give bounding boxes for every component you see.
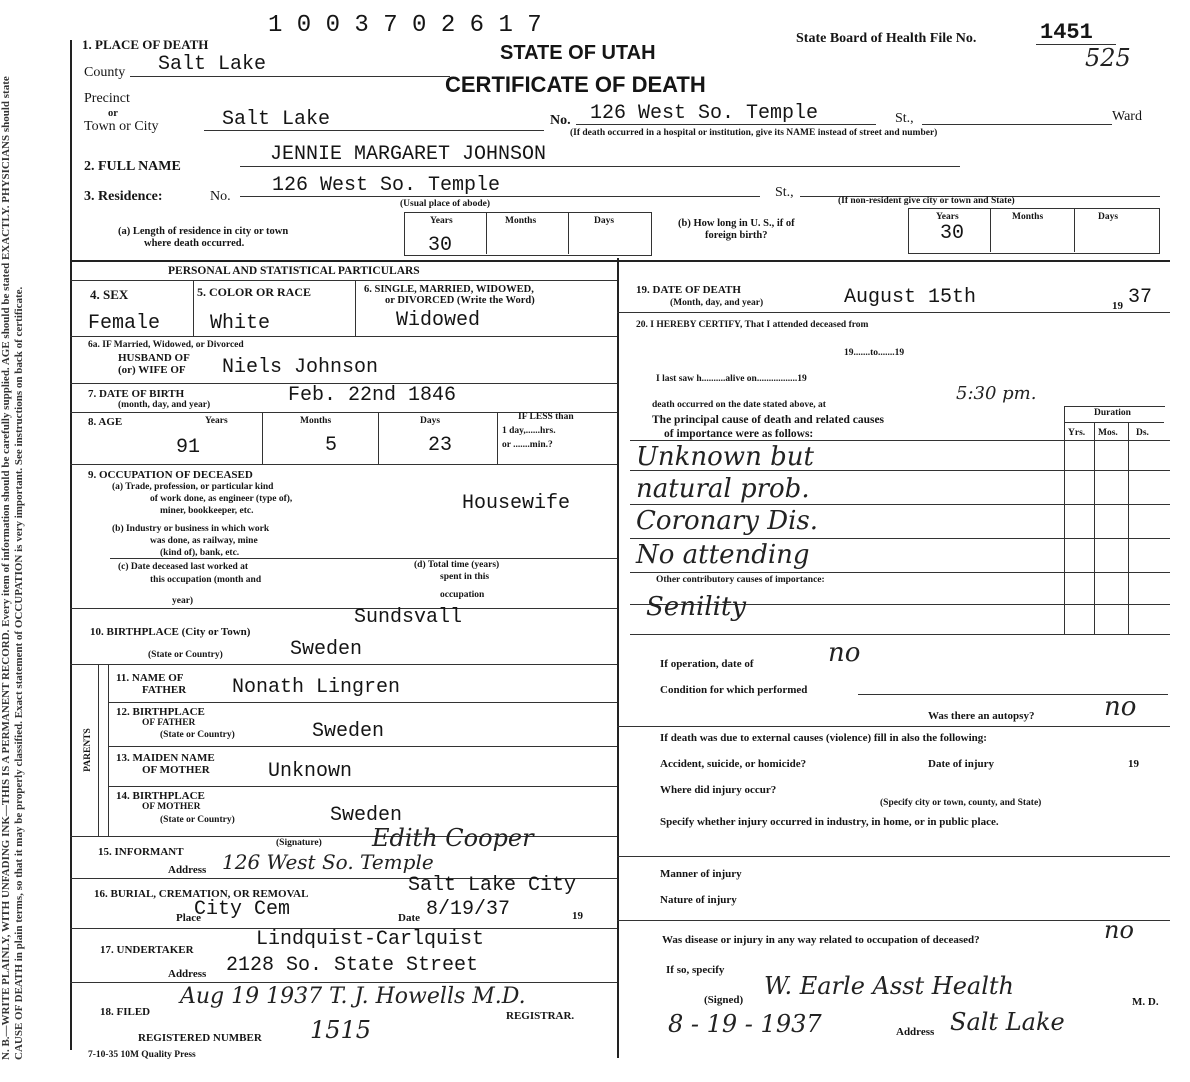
spouse-label-c: (or) WIFE OF [118,364,186,376]
state-title: STATE OF UTAH [500,42,656,64]
occupation-d2: spent in this [440,572,490,582]
town-value: Salt Lake [222,108,331,131]
residence-st-label: St., [775,185,794,200]
md-label: M. D. [1132,996,1159,1008]
age-months-value: 5 [325,434,338,457]
occupation-b3: (kind of), bank, etc. [160,548,240,558]
father-birthplace-value: Sweden [312,720,385,743]
mother-label-b: OF MOTHER [142,764,210,776]
informant-address: 126 West So. Temple [222,850,434,874]
us-months-head: Months [1012,212,1044,222]
sign-address: Salt Lake [950,1008,1065,1036]
external-causes-label: If death was due to external causes (violence) fill in also the following: [660,732,987,744]
nature-label: Nature of injury [660,894,737,906]
occupation-b1: (b) Industry or business in which work [112,524,270,534]
birthplace-country: Sweden [290,638,363,661]
date-of-death-label-b: (Month, day, and year) [670,298,764,308]
mother-birthplace-value: Sweden [330,804,403,827]
operation-label: If operation, date of [660,658,754,670]
manner-label: Manner of injury [660,868,742,880]
registered-number-label: REGISTERED NUMBER [138,1032,262,1044]
age-years-head: Years [205,416,228,426]
county-value: Salt Lake [158,53,267,76]
autopsy-value: no [1104,692,1137,722]
undertaker-label: 17. UNDERTAKER [100,944,194,956]
certify-text: 20. I HEREBY CERTIFY, That I attended deceased from [636,320,869,330]
duration-ds-head: Ds. [1136,428,1149,438]
registered-number: 1515 [310,1016,372,1044]
institution-note: (If death occurred in a hospital or institution, give its NAME instead of street and number) [570,128,938,138]
occupation-b2: was done, as railway, mine [150,536,258,546]
length-residence-label-b: where death occurred. [144,238,245,249]
age-days-value: 23 [428,434,453,457]
place-of-death-label: 1. PLACE OF DEATH [82,37,209,52]
file-number: 1451 [1040,20,1093,45]
filed-handwritten: Aug 19 1937 T. J. Howells M.D. [180,984,526,1009]
occupation-related-label: Was disease or injury in any way related to occupation of deceased? [662,934,980,946]
dob-label-b: (month, day, and year) [118,400,211,410]
or-label: or [108,108,118,119]
burial-place-label: Place [176,912,202,924]
undertaker-address-label: Address [168,968,207,980]
occupation-d3: occupation [440,590,485,600]
precinct-label: Precinct [84,91,130,106]
burial-label: 16. BURIAL, CREMATION, OR REMOVAL [94,888,309,900]
less-than-label-c: or .......min.? [502,440,553,450]
spouse-label-a: 6a. IF Married, Widowed, or Divorced [88,340,244,350]
duration-yrs-head: Yrs. [1068,428,1086,438]
informant-label: 15. INFORMANT [98,846,184,858]
residence-value: 126 West So. Temple [272,174,501,197]
death-occurred-label: death occurred on the date stated above, at [652,400,826,410]
us-residence-label-a: (b) How long in U. S., if of [678,218,795,229]
burial-date-label: Date [398,912,420,924]
dob-label-a: 7. DATE OF BIRTH [88,388,185,400]
occupation-related-value: no [1104,916,1134,944]
marital-label-a: 6. SINGLE, MARRIED, WIDOWED, [364,284,534,295]
attended-from-line: 19.......to.......19 [844,348,905,358]
color-value: White [210,312,271,335]
specify-city-note: (Specify city or town, county, and State) [880,798,1042,808]
father-label-a: 11. NAME OF [116,672,184,684]
usual-abode-note: (Usual place of abode) [400,199,490,209]
nonresident-note: (If non-resident give city or town and State) [838,196,1015,206]
ward-label: Ward [1112,109,1142,124]
occupation-a3: miner, bookkeeper, etc. [160,506,254,516]
father-label-b: FATHER [142,684,187,696]
certificate-title: CERTIFICATE OF DEATH [445,72,706,97]
duration-head: Duration [1094,408,1131,418]
color-label: 5. COLOR OR RACE [197,285,312,299]
condition-label: Condition for which performed [660,684,808,696]
us-days-head: Days [1098,212,1119,222]
residence-years-value: 30 [428,234,453,257]
signed-label: (Signed) [704,994,744,1006]
full-name-label: 2. FULL NAME [84,159,181,174]
cause-line-5: Senility [646,592,747,622]
burial-place-value: City Cem [194,898,291,921]
informant-signature: Edith Cooper [372,824,534,852]
specify-industry-note: Specify whether injury occurred in industry, in home, or in public place. [660,816,999,828]
residence-no-label: No. [210,189,231,204]
undertaker-value: Lindquist-Carlquist [256,928,485,951]
residence-months-head: Months [505,216,537,226]
cause-line-2: natural prob. [636,474,810,504]
cause-line-1: Unknown but [636,442,814,472]
age-months-head: Months [300,416,332,426]
age-label: 8. AGE [88,416,123,428]
autopsy-label: Was there an autopsy? [928,710,1035,722]
filed-label: 18. FILED [100,1006,151,1018]
marital-value: Widowed [396,309,481,332]
margin-instructions: N. B.—WRITE PLAINLY, WITH UNFADING INK—THIS IS A PERMANENT RECORD. Every item of information should be carefully supplied. AGE should be stated EXACTLY. PHYSICIANS should state CAUSE OF DEATH in plain terms, so that it may be properly classified. Exact statement of OCCUPATION is very important. See instructions on back of certificate. [0,76,25,1060]
left-border [70,40,72,1050]
operation-value: no [828,638,861,668]
sign-date: 8 - 19 - 1937 [668,1010,822,1038]
occupation-c3: year) [172,596,194,606]
birthplace-state-label: (State or Country) [148,650,223,660]
printer-mark: 7-10-35 10M Quality Press [88,1050,196,1060]
occupation-c2: this occupation (month and [150,575,262,585]
occupation-c1: (c) Date deceased last worked at [118,562,249,572]
us-years-value: 30 [940,222,965,245]
age-days-head: Days [420,416,441,426]
serial-number: 1 0 0 3 7 0 2 6 1 7 [268,12,542,39]
less-than-label-b: 1 day,......hrs. [502,426,556,436]
physician-signature: W. Earle Asst Health [764,972,1014,1000]
residence-days-head: Days [594,216,615,226]
us-years-head: Years [936,212,959,222]
sex-value: Female [88,312,161,335]
principal-cause-b: of importance were as follows: [664,428,814,440]
birthplace-label: 10. BIRTHPLACE (City or Town) [90,626,251,638]
if-so-label: If so, specify [666,964,725,976]
marital-label-b: or DIVORCED (Write the Word) [385,295,535,306]
father-value: Nonath Lingren [232,676,401,699]
contributory-label: Other contributory causes of importance: [656,575,825,585]
burial-year-label: 19 [572,910,583,922]
father-bp-label-c: (State or Country) [160,730,235,740]
duration-mos-head: Mos. [1098,428,1118,438]
occupation-a2: of work done, as engineer (type of), [150,494,293,504]
signature-label: (Signature) [276,838,322,848]
registrar-label: REGISTRAR. [506,1010,575,1022]
injury-date-label: Date of injury [928,758,994,770]
occupation-d1: (d) Total time (years) [414,560,500,570]
occupation-a1: (a) Trade, profession, or particular kind [112,482,274,492]
principal-cause-a: The principal cause of death and related causes [652,414,885,426]
father-bp-label-b: OF FATHER [142,718,196,728]
sign-address-label: Address [896,1026,935,1038]
burial-date-value: 8/19/37 [426,898,511,921]
dob-value: Feb. 22nd 1846 [288,384,457,407]
father-bp-label-a: 12. BIRTHPLACE [116,706,205,718]
burial-value: Salt Lake City [408,874,577,897]
date-of-death-label-a: 19. DATE OF DEATH [636,284,741,296]
occupation-value: Housewife [462,492,571,515]
center-divider [617,258,619,1058]
length-residence-label-a: (a) Length of residence in city or town [118,226,289,237]
mother-value: Unknown [268,760,353,783]
date-of-death-value: August 15th [844,286,977,309]
file-number-label: State Board of Health File No. [796,31,977,46]
street-value: 126 West So. Temple [590,102,819,125]
county-label: County [84,65,126,80]
informant-address-label: Address [168,864,207,876]
mother-bp-label-a: 14. BIRTHPLACE [116,790,205,802]
injury-year-label: 19 [1128,758,1139,770]
us-residence-label-b: foreign birth? [705,230,768,241]
full-name-value: JENNIE MARGARET JOHNSON [270,143,547,166]
mother-bp-label-c: (State or Country) [160,815,235,825]
death-time-value: 5:30 pm. [956,383,1037,404]
residence-label: 3. Residence: [84,189,163,204]
where-injury-label: Where did injury occur? [660,784,777,796]
residence-years-head: Years [430,216,453,226]
age-years-value: 91 [176,436,201,459]
sex-label: 4. SEX [90,287,129,302]
mother-label-a: 13. MAIDEN NAME [116,752,215,764]
cause-line-4: No attending [636,540,810,570]
town-label: Town or City [84,119,159,134]
less-than-label-a: IF LESS than [518,412,574,422]
death-year-prefix: 19 [1112,300,1123,312]
occupation-label: 9. OCCUPATION OF DECEASED [88,469,253,481]
last-saw-line: I last saw h..........alive on.................19 [656,374,807,384]
spouse-value: Niels Johnson [222,356,379,379]
cause-line-3: Coronary Dis. [636,506,819,536]
st-label: St., [895,111,914,126]
mother-bp-label-b: OF MOTHER [142,802,201,812]
street-no-label: No. [550,113,571,128]
birthplace-city: Sundsvall [354,606,463,629]
file-number-handwritten: 525 [1085,44,1131,72]
personal-heading: PERSONAL AND STATISTICAL PARTICULARS [168,265,420,277]
undertaker-address: 2128 So. State Street [226,954,479,977]
spouse-label-b: HUSBAND OF [118,352,190,364]
parents-label: PARENTS [82,728,93,772]
personal-top-line [70,260,1170,262]
death-year-value: 37 [1128,286,1153,309]
accident-label: Accident, suicide, or homicide? [660,758,807,770]
